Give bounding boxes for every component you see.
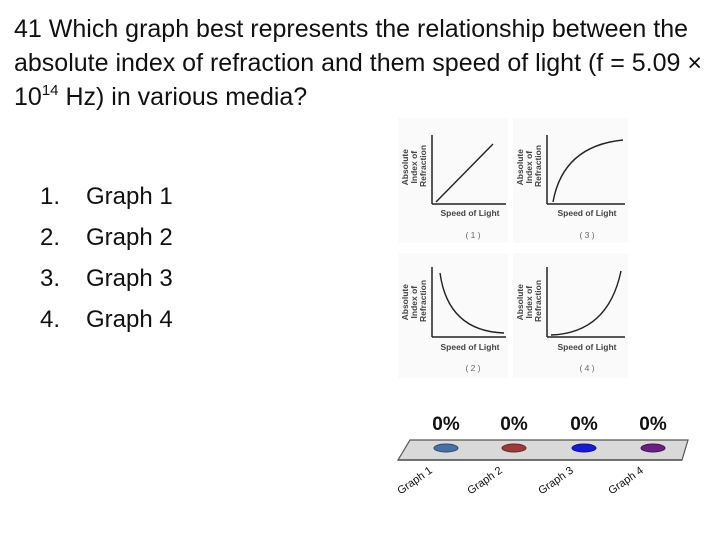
result-marker-graph-3 xyxy=(572,444,596,452)
graph-panel-3 xyxy=(513,118,628,243)
result-percent: 0% xyxy=(639,414,667,435)
choice-label: Graph 3 xyxy=(86,265,173,292)
answer-choice[interactable] xyxy=(40,176,173,217)
result-label: Graph 3 xyxy=(536,464,576,498)
choice-number: 1. xyxy=(40,183,61,210)
choice-number: 3. xyxy=(40,265,61,292)
answer-choice[interactable] xyxy=(40,217,173,258)
graph-ylabel: Absolute Index of Refraction xyxy=(515,144,543,188)
choice-label: Graph 4 xyxy=(86,306,173,333)
graph-caption: ( 1 ) xyxy=(465,230,481,240)
result-marker-graph-4 xyxy=(641,444,665,452)
graph-xlabel: Speed of Light xyxy=(440,342,500,352)
result-label: Graph 2 xyxy=(465,464,505,498)
graph-panel-1 xyxy=(398,118,508,243)
graphs-figure xyxy=(398,118,638,380)
choice-label: Graph 1 xyxy=(86,183,173,210)
choice-label: Graph 2 xyxy=(86,224,173,251)
graph-panel-2 xyxy=(398,253,508,378)
choice-number: 2. xyxy=(40,224,61,251)
graph-caption: ( 2 ) xyxy=(465,363,481,373)
graph-xlabel: Speed of Light xyxy=(557,208,617,218)
result-percent: 0% xyxy=(570,414,598,435)
question-text xyxy=(14,12,704,114)
graph-ylabel: Absolute Index of Refraction xyxy=(400,144,428,188)
result-percent: 0% xyxy=(432,414,460,435)
question-number: 41 xyxy=(14,15,42,43)
graph-ylabel: Absolute Index of Refraction xyxy=(515,279,543,323)
result-label: Graph 1 xyxy=(395,464,435,498)
choice-number: 4. xyxy=(40,306,61,333)
graph-panel-4 xyxy=(513,253,628,378)
graph-caption: ( 3 ) xyxy=(579,230,595,240)
result-percent: 0% xyxy=(500,414,528,435)
result-label: Graph 4 xyxy=(606,464,646,498)
graph-xlabel: Speed of Light xyxy=(557,342,617,352)
result-marker-graph-2 xyxy=(502,444,526,452)
question-body: Which graph best represents the relationship between the absolute index of refraction and them speed of light (f = 5.09 × 10 xyxy=(14,15,702,111)
answer-choice[interactable] xyxy=(40,258,173,299)
answer-choices xyxy=(40,176,173,340)
answer-choice[interactable] xyxy=(40,299,173,340)
response-results xyxy=(388,404,698,534)
graph-ylabel: Absolute Index of Refraction xyxy=(400,279,428,323)
graph-caption: ( 4 ) xyxy=(579,363,595,373)
question-body-end: Hz) in various media? xyxy=(58,83,308,111)
graph-xlabel: Speed of Light xyxy=(440,208,500,218)
question-exponent: 14 xyxy=(41,82,59,99)
result-marker-graph-1 xyxy=(434,444,458,452)
